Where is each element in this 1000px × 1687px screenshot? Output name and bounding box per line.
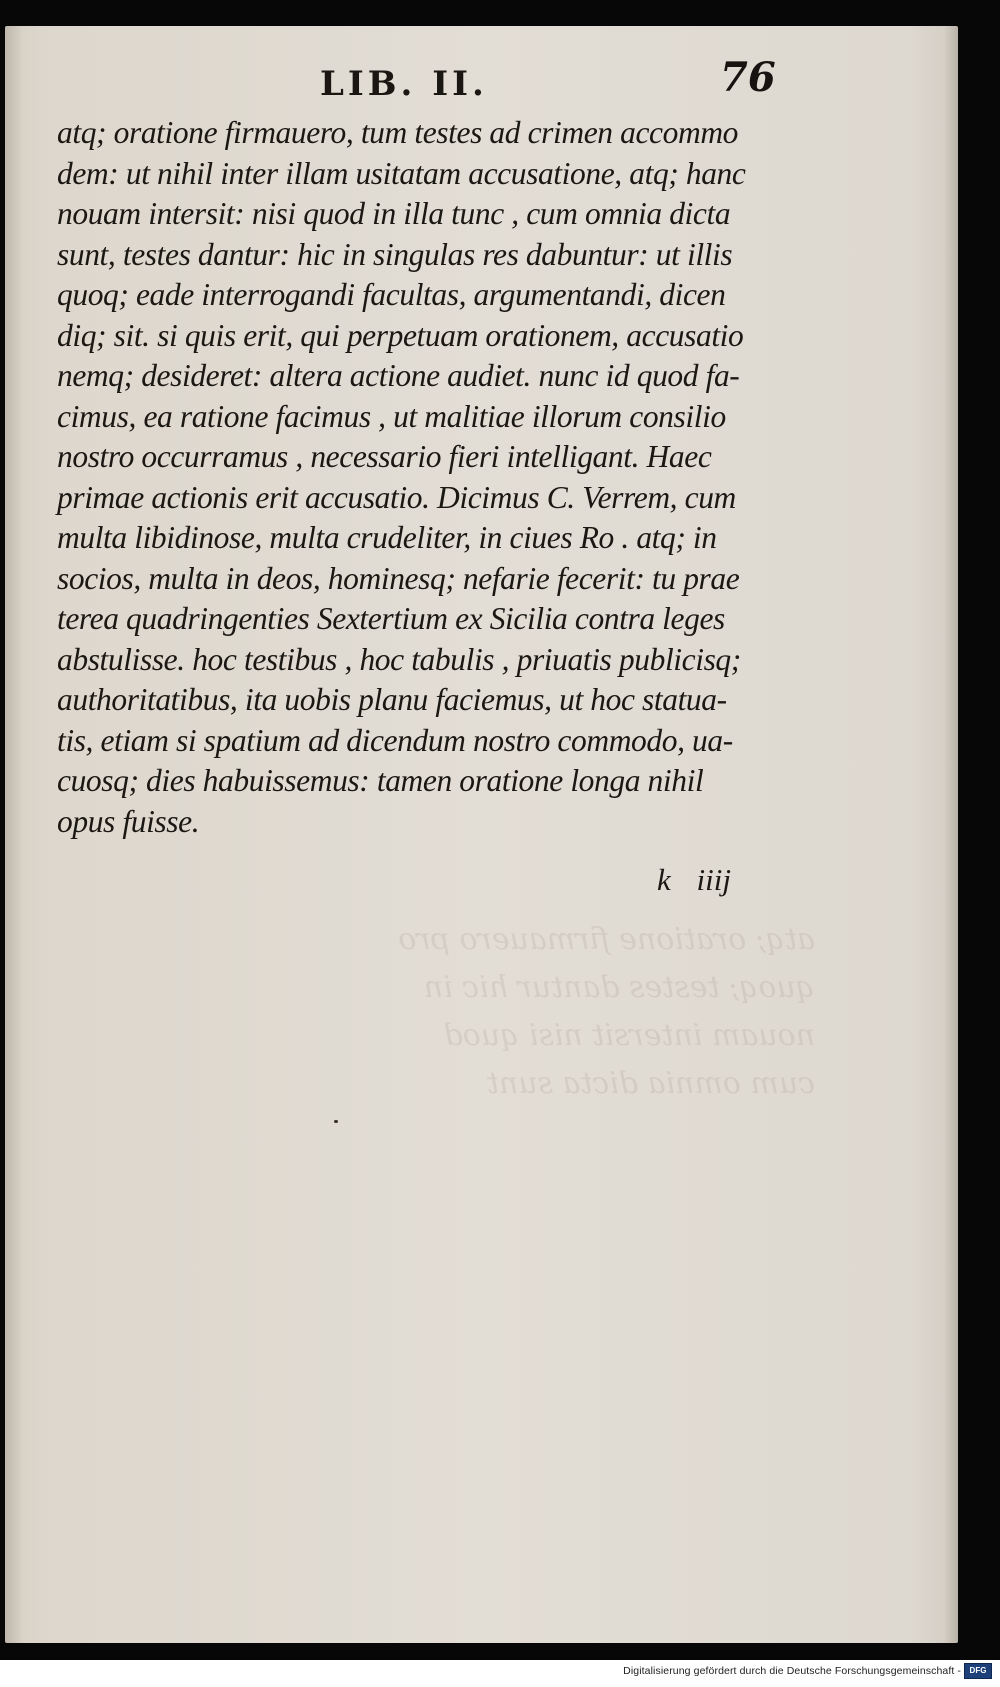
text-line: cuosq; dies habuissemus: tamen oratione longa nihil xyxy=(57,763,704,798)
ink-speck xyxy=(334,1120,338,1123)
page-number: 76 xyxy=(720,54,776,101)
text-line: sunt, testes dantur: hic in singulas res dabuntur: ut illis xyxy=(57,236,733,272)
text-line: socios, multa in deos, hominesq; nefarie fecerit: tu prae xyxy=(57,560,740,596)
dfg-logo-icon: DFG xyxy=(964,1663,992,1679)
text-line: atq; oratione firmauero, tum testes ad crimen accommo xyxy=(57,115,739,150)
page-shadow-right xyxy=(944,26,958,1643)
text-line: primae actionis erit accusatio. Dicimus C. Verrem, cum xyxy=(57,479,736,515)
body-text xyxy=(57,113,807,842)
text-line: abstulisse. hoc testibus , hoc tabulis , priuatis publicisq; xyxy=(57,641,741,677)
text-line: nemq; desideret: altera actione audiet. nunc id quod fa- xyxy=(57,358,740,393)
text-line: multa libidinose, multa crudeliter, in ciues Ro . atq; in xyxy=(57,520,717,555)
text-line: dem: ut nihil inter illam usitatam accusatione, atq; hanc xyxy=(57,155,746,191)
book-page xyxy=(5,26,958,1643)
text-line: diq; sit. si quis erit, qui perpetuam orationem, accusatio xyxy=(57,317,744,353)
text-line: opus fuisse. xyxy=(57,803,200,839)
text-line: nouam intersit: nisi quod in illa tunc , cum omnia dicta xyxy=(57,196,731,231)
running-head: LIB. II. xyxy=(320,64,488,104)
text-line: nostro occurramus , necessario fieri intelligant. Haec xyxy=(57,439,712,474)
text-line: tis, etiam si spatium ad dicendum nostro commodo, ua- xyxy=(57,722,733,758)
text-line: quoq; eade interrogandi facultas, argumentandi, dicen xyxy=(57,277,726,312)
signature-mark: k iiij xyxy=(657,862,731,897)
text-line: terea quadringenties Sextertium ex Sicilia contra leges xyxy=(57,601,725,636)
text-line: cimus, ea ratione facimus , ut malitiae illorum consilio xyxy=(57,398,726,434)
page-header xyxy=(5,54,958,114)
credit-text: Digitalisierung gefördert durch die Deutsche Forschungsgemeinschaft - xyxy=(623,1665,961,1677)
digitization-credit xyxy=(623,1661,992,1681)
bleed-through-texture: atq; oratione firmauero pro quoq; testes dantur hic in nouam intersit nisi quod cum omnia dicta sunt xyxy=(398,922,815,1101)
text-line: authoritatibus, ita uobis planu faciemus, ut hoc statua- xyxy=(57,682,727,717)
page-shadow-left xyxy=(5,26,23,1643)
